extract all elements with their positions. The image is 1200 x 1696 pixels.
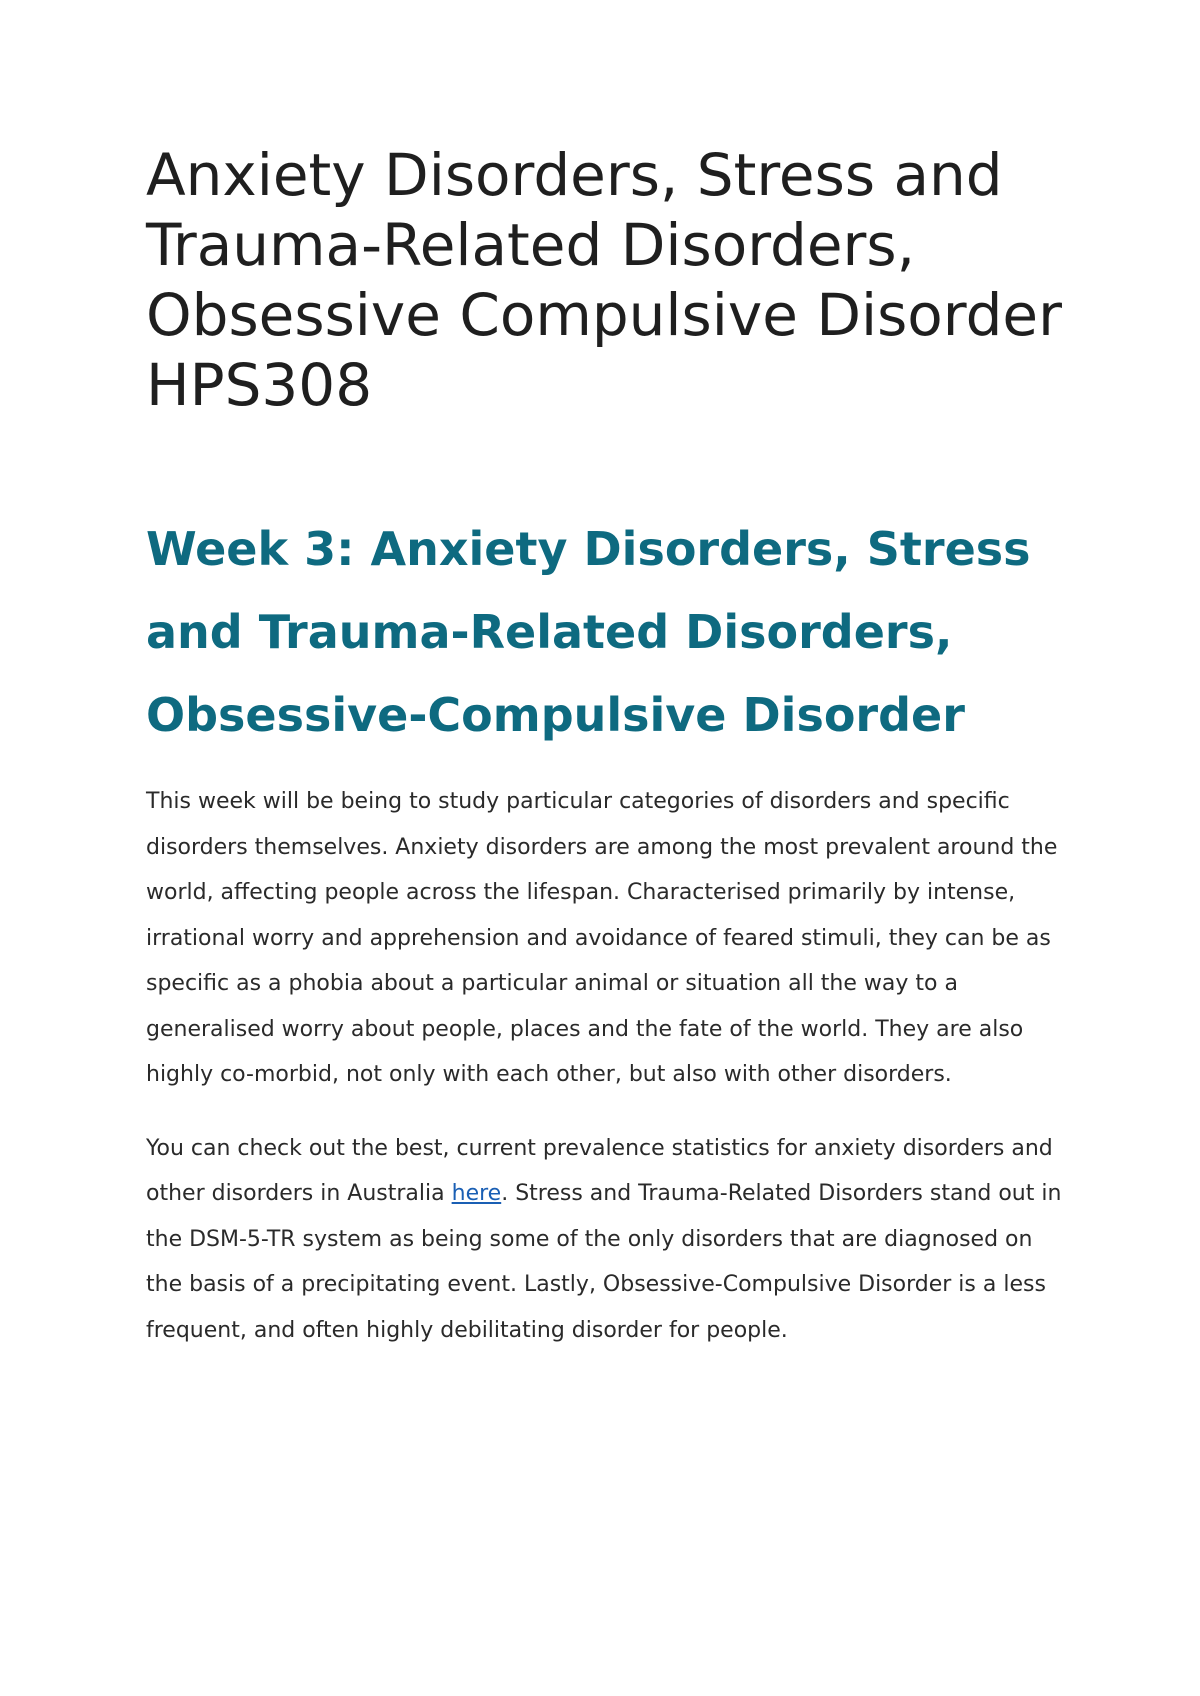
document-page [146, 140, 1066, 1353]
intro-paragraph: This week will be being to study particular categories of disorders and specific disorders themselves. Anxiety disorders are among the most prevalent around the world, affecting people across the lifespan. Characterised primarily by intense, irrational worry and apprehension and avoidance of feared stimuli, they can be as specific as a phobia about a particular animal or situation all the way to a generalised worry about people, places and the fate of the world. They are also highly co-morbid, not only with each other, but also with other disorders. [146, 789, 1058, 1087]
prevalence-text-before-link: You can check out the best, current prevalence statistics for anxiety disorders and other disorders in Australia [146, 1135, 1053, 1206]
prevalence-paragraph [146, 1126, 1066, 1354]
week-heading: Week 3: Anxiety Disorders, Stress and Trauma-Related Disorders, Obsessive-Compulsive Disorder [146, 522, 1031, 742]
document-title: Anxiety Disorders, Stress and Trauma-Related Disorders, Obsessive Compulsive Disorder HPS308 [146, 141, 1062, 419]
here-link[interactable]: here [451, 1181, 502, 1206]
prevalence-text-after-link: . Stress and Trauma-Related Disorders stand out in the DSM-5-TR system as being some of the only disorders that are diagnosed on the basis of a precipitating event. Lastly, Obsessive-Compulsive Disorder is a less frequent, and often highly debilitating disorder for people. [146, 1181, 1062, 1343]
